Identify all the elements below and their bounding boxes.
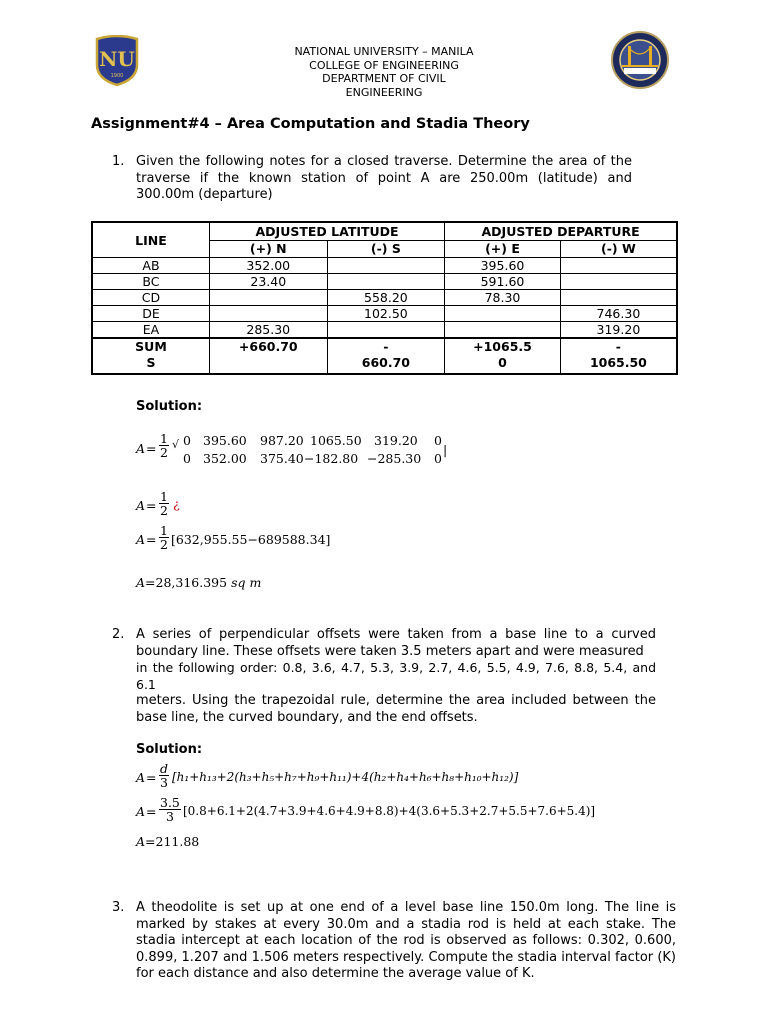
fraction-numerator: 1	[160, 431, 168, 446]
area-result-1	[136, 575, 261, 590]
equals-sign: =	[146, 498, 157, 513]
nu-logo	[93, 35, 141, 87]
cell-west: 319.20	[560, 322, 677, 339]
matrix-cell: 352.00	[203, 451, 247, 466]
cell-east: 395.60	[445, 258, 561, 274]
assignment-title: Assignment#4 – Area Computation and Stadia Theory	[91, 116, 530, 132]
cell-line: CD	[92, 290, 209, 306]
substitution-expression: [0.8+6.1+2(4.7+3.9+4.6+4.9+8.8)+4(3.6+5.3+2.7+5.5+7.6+5.4)]	[183, 804, 596, 818]
sum-south-b: 660.70	[361, 355, 410, 370]
inverted-question-mark: ¿	[173, 496, 180, 511]
cell-line: DE	[92, 306, 209, 322]
question-3-text: A theodolite is set up at one end of a level base line 150.0m long. The line is marked by stakes at every 30.0m and a stadia rod is held at each stake. The stadia intercept at each location of the rod is observed as follows: 0.302, 0.600, 0.899, 1.207 and 1.506 meters respectively. Compute the stadia interval factor (K) for each distance and also determine the average value of K.	[136, 900, 676, 981]
var-a: A	[136, 770, 146, 785]
matrix-cell: 987.20	[260, 433, 304, 448]
header-line-3: DEPARTMENT OF CIVIL	[322, 72, 446, 85]
trapezoidal-substitution	[136, 796, 616, 826]
table-row	[92, 322, 677, 339]
sum-east-a: +1065.5	[473, 339, 532, 354]
cell-south	[327, 274, 445, 290]
cell-west	[560, 258, 677, 274]
fraction-35-over-3	[158, 796, 182, 823]
equals-sign: =	[146, 441, 157, 456]
cell-east: 78.30	[445, 290, 561, 306]
var-a: A	[136, 804, 146, 819]
question-2-para-1: A series of perpendicular offsets were taken from a base line to a curved boundary line. These offsets were taken 3.5 meters apart and were measured	[136, 627, 656, 659]
col-header-adjusted-latitude: ADJUSTED LATITUDE	[209, 222, 444, 240]
cell-north: 23.40	[209, 274, 327, 290]
traverse-table	[91, 221, 678, 375]
nu-logo-year: 1900	[110, 73, 124, 79]
table-row	[92, 258, 677, 274]
trapezoidal-formula	[136, 762, 556, 792]
bracket-expression: [632,955.55−689588.34]	[171, 532, 331, 547]
equals-sign: =	[146, 532, 157, 547]
fraction-numerator: 3.5	[160, 795, 180, 810]
area-determinant-equation	[136, 432, 466, 468]
sum-label-a: SUM	[135, 339, 167, 354]
formula-expression: [h₁+h₁₃+2(h₃+h₅+h₇+h₉+h₁₁)+4(h₂+h₄+h₆+h₈+h₁₀+h₁₂)]	[172, 770, 519, 784]
sum-west-b: 1065.50	[589, 355, 647, 370]
question-1-text: Given the following notes for a closed traverse. Determine the area of the traverse if the known station of point A are 250.00m (latitude) and 300.00m (departure)	[136, 154, 632, 202]
cell-west	[560, 274, 677, 290]
cell-sum-label	[92, 338, 209, 374]
equals-sign: =	[146, 804, 157, 819]
matrix-cell: 1065.50	[310, 433, 362, 448]
sum-west-a: -	[615, 339, 621, 354]
cell-north: 352.00	[209, 258, 327, 274]
cell-line: EA	[92, 322, 209, 339]
matrix-cell: 0	[183, 451, 191, 466]
col-header-line: LINE	[92, 222, 209, 258]
sum-south-a: -	[383, 339, 389, 354]
question-3-number: 3.	[112, 900, 125, 915]
sum-east-b: 0	[498, 355, 507, 370]
fraction-denominator: 3	[165, 809, 174, 824]
fraction-half	[158, 490, 170, 517]
fraction-denominator: 2	[160, 503, 168, 518]
fraction-denominator: 2	[160, 537, 168, 552]
cell-east	[445, 306, 561, 322]
table-sum-row	[92, 338, 677, 374]
var-a: A	[136, 532, 146, 547]
matrix-cell: 319.20	[374, 433, 418, 448]
col-header-east: (+) E	[445, 240, 561, 257]
header-line-1: NATIONAL UNIVERSITY – MANILA	[294, 45, 474, 58]
fraction-numerator: 1	[160, 489, 168, 504]
radical-sign: √	[172, 438, 180, 451]
cell-south	[327, 322, 445, 339]
cell-sum-south	[327, 338, 445, 374]
matrix-cell: 375.40	[260, 451, 304, 466]
cell-line: AB	[92, 258, 209, 274]
university-header	[200, 45, 568, 99]
col-header-south: (-) S	[327, 240, 445, 257]
question-2-number: 2.	[112, 627, 125, 642]
matrix-cell: 0	[434, 451, 442, 466]
cell-sum-west	[560, 338, 677, 374]
cell-south: 558.20	[327, 290, 445, 306]
cell-line: BC	[92, 274, 209, 290]
col-header-north: (+) N	[209, 240, 327, 257]
fraction-d-over-3	[158, 762, 170, 789]
area-step-3	[136, 524, 366, 554]
matrix-cell: −285.30	[367, 451, 422, 466]
area-unit: sq m	[231, 575, 262, 590]
col-header-west: (-) W	[560, 240, 677, 257]
area-value: =28,316.395	[145, 575, 228, 590]
matrix-cell: 0	[183, 433, 191, 448]
cell-west: 746.30	[560, 306, 677, 322]
cell-south	[327, 258, 445, 274]
engineering-seal-logo	[610, 30, 670, 90]
table-row	[92, 306, 677, 322]
area-step-2	[136, 490, 216, 520]
question-1-number: 1.	[112, 154, 125, 169]
matrix-cell: 0	[434, 433, 442, 448]
fraction-half	[158, 432, 170, 459]
question-2-text	[136, 627, 656, 726]
area-value: =211.88	[145, 834, 200, 849]
cell-sum-east	[445, 338, 561, 374]
header-line-4: ENGINEERING	[345, 85, 423, 99]
fraction-half	[158, 524, 170, 551]
fraction-numerator: d	[160, 761, 169, 776]
determinant-bar: |	[443, 442, 448, 457]
solution-1-label: Solution:	[136, 399, 203, 414]
area-result-2	[136, 834, 199, 849]
cell-sum-north: +660.70	[209, 338, 327, 374]
question-2-para-3: meters. Using the trapezoidal rule, determine the area included between the base line, the curved boundary, and the end offsets.	[136, 693, 656, 725]
cell-east	[445, 322, 561, 339]
matrix-cell: −182.80	[304, 451, 359, 466]
col-header-adjusted-departure: ADJUSTED DEPARTURE	[445, 222, 677, 240]
fraction-numerator: 1	[160, 523, 168, 538]
solution-2-label: Solution:	[136, 742, 203, 757]
cell-west	[560, 290, 677, 306]
var-a: A	[136, 441, 146, 456]
var-a: A	[136, 498, 146, 513]
cell-north	[209, 306, 327, 322]
var-a: A	[136, 834, 146, 849]
fraction-denominator: 3	[160, 775, 168, 790]
equals-sign: =	[146, 770, 157, 785]
fraction-denominator: 2	[160, 445, 168, 460]
header-line-2: COLLEGE OF ENGINEERING	[309, 58, 459, 72]
var-a: A	[136, 575, 146, 590]
sum-label-b: S	[146, 355, 156, 370]
table-row	[92, 290, 677, 306]
cell-north	[209, 290, 327, 306]
cell-south: 102.50	[327, 306, 445, 322]
table-row	[92, 274, 677, 290]
matrix-cell: 395.60	[203, 433, 247, 448]
cell-north: 285.30	[209, 322, 327, 339]
question-2-para-2: in the following order: 0.8, 3.6, 4.7, 5.3, 3.9, 2.7, 4.6, 5.5, 4.9, 7.6, 8.8, 5.4, and 6.1	[136, 660, 656, 692]
cell-east: 591.60	[445, 274, 561, 290]
nu-logo-letters: NU	[99, 47, 135, 71]
